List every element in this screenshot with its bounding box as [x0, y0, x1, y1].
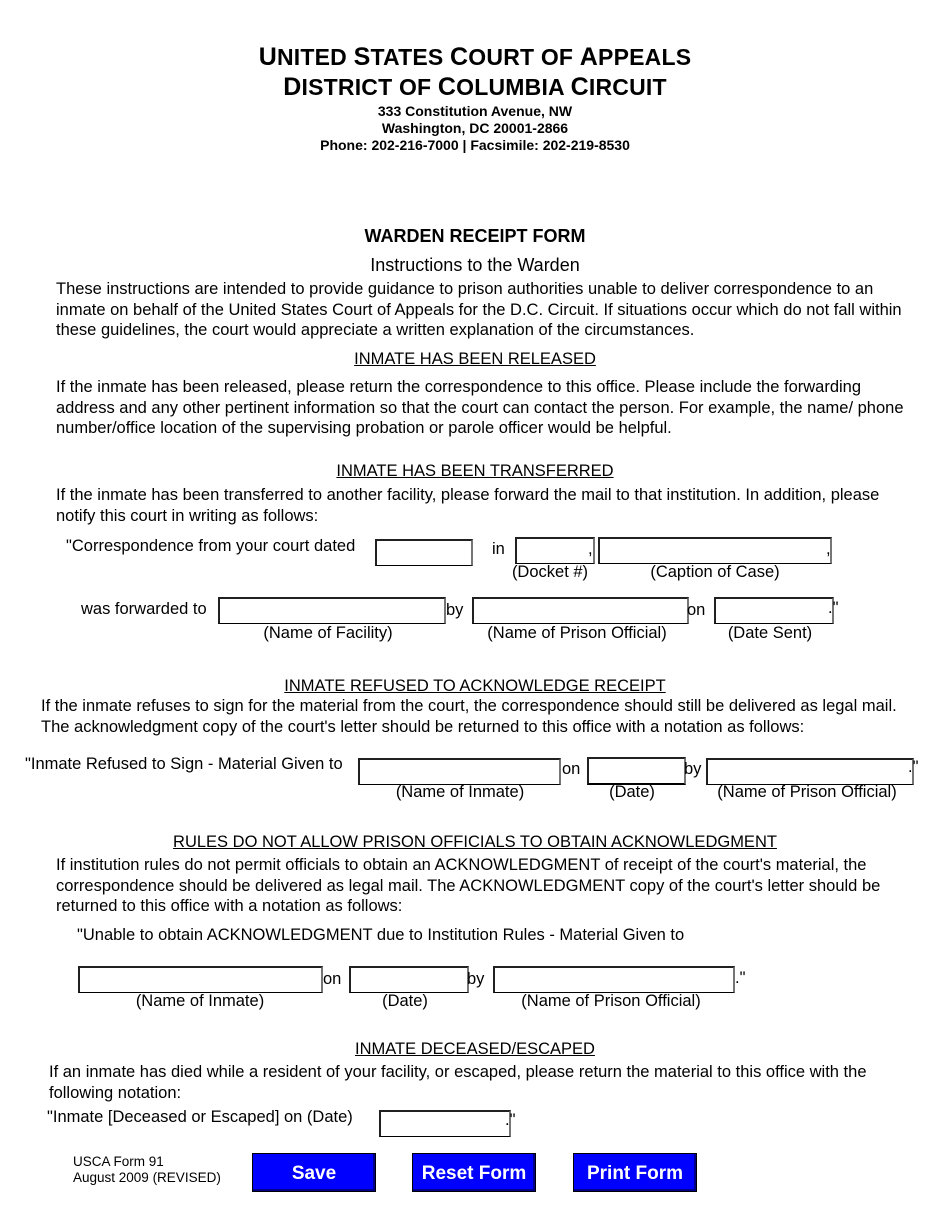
- by-text: by: [446, 601, 464, 619]
- deceased-date-input[interactable]: [379, 1110, 511, 1137]
- transferred-end-quote: .": [828, 599, 839, 617]
- rules-official-input[interactable]: [493, 966, 735, 993]
- refused-paragraph: If the inmate refuses to sign for the material from the court, the correspondence should still be delivered as legal mail. The acknowledgment copy of the court's letter should be returned to this office with a notation as follows:: [41, 697, 897, 736]
- case-caption-input[interactable]: [598, 537, 832, 564]
- refused-official-input[interactable]: [706, 758, 914, 785]
- address-line-2: Washington, DC 20001-2866: [381, 120, 569, 136]
- released-paragraph: If the inmate has been released, please return the correspondence to this office. Please include the forwarding address and any other pertinent information so that the court can contact the person. For example, the name/ phone number/office location of the supervising probation or parole officer would be helpful.: [56, 378, 904, 437]
- refused-on-text: on: [562, 760, 581, 778]
- rules-end-quote: .": [735, 969, 746, 987]
- refused-by-text: by: [684, 760, 702, 778]
- transferred-heading: INMATE HAS BEEN TRANSFERRED: [336, 462, 614, 480]
- rules-inmate-name-input[interactable]: [78, 966, 323, 993]
- save-button[interactable]: Save: [252, 1153, 376, 1192]
- rules-inmate-label: (Name of Inmate): [135, 992, 265, 1010]
- print-form-button[interactable]: Print Form: [573, 1153, 697, 1192]
- reset-form-button[interactable]: Reset Form: [412, 1153, 536, 1192]
- form-subtitle: Instructions to the Warden: [370, 255, 580, 275]
- form-revision: August 2009 (REVISED): [73, 1170, 221, 1185]
- rules-date-input[interactable]: [349, 966, 469, 993]
- rules-prefix: "Unable to obtain ACKNOWLEDGMENT due to Institution Rules - Material Given to: [77, 926, 685, 944]
- on-text: on: [687, 601, 706, 619]
- deceased-paragraph: If an inmate has died while a resident of your facility, or escaped, please return the material to this office with the following notation:: [49, 1063, 867, 1102]
- docket-number-input[interactable]: [515, 537, 595, 564]
- correspondence-date-input[interactable]: [375, 539, 473, 566]
- forwarded-text: was forwarded to: [81, 600, 207, 618]
- date-sent-input[interactable]: [714, 597, 834, 624]
- rules-date-label: (Date): [382, 992, 428, 1010]
- form-title: WARDEN RECEIPT FORM: [364, 226, 586, 246]
- in-text: in: [492, 540, 505, 558]
- rules-on-text: on: [323, 970, 342, 988]
- form-number: USCA Form 91: [73, 1154, 164, 1169]
- rules-heading: RULES DO NOT ALLOW PRISON OFFICIALS TO OBTAIN ACKNOWLEDGMENT: [173, 833, 777, 851]
- transferred-paragraph: If the inmate has been transferred to another facility, please forward the mail to that institution. In addition, please notify this court in writing as follows:: [56, 486, 880, 525]
- facility-name-input[interactable]: [218, 597, 446, 624]
- transfer-official-label: (Name of Prison Official): [487, 624, 667, 642]
- docket-label: (Docket #): [511, 563, 589, 581]
- court-name: UNITED STATES COURT OF APPEALS: [258, 43, 692, 71]
- deceased-prefix: "Inmate [Deceased or Escaped] on (Date): [47, 1108, 353, 1126]
- address-line-1: 333 Constitution Avenue, NW: [377, 103, 573, 119]
- comma-2: ,: [826, 540, 831, 558]
- transfer-official-input[interactable]: [472, 597, 689, 624]
- date-sent-label: (Date Sent): [727, 624, 813, 642]
- rules-official-label: (Name of Prison Official): [521, 992, 701, 1010]
- caption-label: (Caption of Case): [650, 563, 780, 581]
- rules-by-text: by: [467, 970, 485, 988]
- released-heading: INMATE HAS BEEN RELEASED: [354, 350, 596, 368]
- refused-prefix: "Inmate Refused to Sign - Material Given to: [25, 755, 343, 773]
- circuit-name: DISTRICT OF COLUMBIA CIRCUIT: [283, 73, 667, 101]
- rules-paragraph: If institution rules do not permit officials to obtain an ACKNOWLEDGMENT of receipt of the court's material, the correspondence should be delivered as legal mail. The ACKNOWLEDGMENT copy of the court's letter should be returned to this office with a notation as follows:: [56, 856, 881, 915]
- comma-1: ,: [588, 540, 593, 558]
- refused-heading: INMATE REFUSED TO ACKNOWLEDGE RECEIPT: [284, 677, 666, 695]
- refused-inmate-label: (Name of Inmate): [395, 783, 525, 801]
- refused-date-input[interactable]: [587, 757, 686, 785]
- deceased-heading: INMATE DECEASED/ESCAPED: [355, 1040, 595, 1058]
- refused-end-quote: .": [908, 758, 919, 776]
- deceased-end-quote: .": [505, 1111, 516, 1129]
- refused-inmate-name-input[interactable]: [358, 758, 561, 785]
- refused-date-label: (Date): [609, 783, 655, 801]
- intro-paragraph: These instructions are intended to provide guidance to prison authorities unable to deliver correspondence to an inmate on behalf of the United States Court of Appeals for the D.C. Circuit. If situations occur which do not fall within these guidelines, the court would appreciate a written explanation of the circumstances.: [56, 280, 902, 339]
- transferred-prefix: "Correspondence from your court dated: [66, 537, 356, 555]
- facility-label: (Name of Facility): [263, 624, 393, 642]
- contact-line: Phone: 202-216-7000 | Facsimile: 202-219-8530: [320, 137, 630, 153]
- refused-official-label: (Name of Prison Official): [717, 783, 897, 801]
